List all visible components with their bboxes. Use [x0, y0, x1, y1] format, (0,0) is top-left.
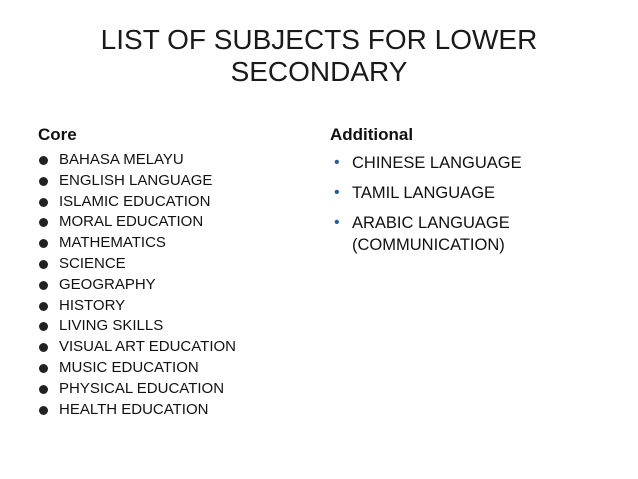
bullet-dot-icon [39, 385, 48, 394]
bullet-dot-icon [39, 406, 48, 415]
bullet-dot-icon [39, 239, 48, 248]
additional-subject-item [330, 182, 620, 204]
core-subject-item [38, 275, 308, 296]
core-subject-item [38, 337, 308, 358]
core-subject-label: HEALTH EDUCATION [59, 400, 209, 418]
bullet-dot-icon [39, 343, 48, 352]
bullet-dot-icon [39, 322, 48, 331]
core-subject-label: SCIENCE [59, 254, 126, 272]
slide-title-line-2: SECONDARY [230, 56, 408, 87]
core-subject-item [38, 379, 308, 400]
core-subject-label: MATHEMATICS [59, 234, 166, 252]
additional-subject-label-continued: (COMMUNICATION) [352, 236, 505, 254]
bullet-dot-icon [39, 198, 48, 207]
bullet-dot-icon [39, 177, 48, 186]
core-subject-label: LIVING SKILLS [59, 317, 164, 335]
core-subject-item [38, 212, 308, 233]
bullet-icon: • [334, 154, 340, 171]
bullet-dot-icon [39, 218, 48, 227]
core-subject-label: PHYSICAL EDUCATION [59, 379, 225, 397]
core-subject-item [38, 358, 308, 379]
additional-subject-label: CHINESE LANGUAGE [352, 154, 522, 172]
core-heading: Core [38, 125, 77, 144]
core-subject-label: VISUAL ART EDUCATION [59, 338, 236, 356]
core-subject-label: ISLAMIC EDUCATION [59, 192, 211, 210]
bullet-icon: • [334, 214, 340, 231]
core-subject-item [38, 233, 308, 254]
bullet-dot-icon [39, 156, 48, 165]
core-subject-label: HISTORY [59, 296, 126, 314]
core-subject-item [38, 192, 308, 213]
core-column [38, 124, 308, 420]
core-subject-list [38, 150, 308, 420]
bullet-icon: • [334, 184, 340, 201]
core-subject-item [38, 400, 308, 421]
additional-subject-label: ARABIC LANGUAGE [352, 214, 510, 232]
slide-title-line-1: LIST OF SUBJECTS FOR LOWER [100, 24, 538, 55]
additional-column [330, 124, 620, 264]
additional-subject-label: TAMIL LANGUAGE [352, 184, 496, 202]
additional-subject-item [330, 152, 620, 174]
core-subject-item [38, 296, 308, 317]
core-subject-item [38, 254, 308, 275]
core-subject-label: MORAL EDUCATION [59, 213, 204, 231]
core-subject-item [38, 150, 308, 171]
core-subject-label: MUSIC EDUCATION [59, 358, 199, 376]
bullet-dot-icon [39, 281, 48, 290]
bullet-dot-icon [39, 302, 48, 311]
core-subject-label: ENGLISH LANGUAGE [59, 171, 213, 189]
slide-title [60, 24, 578, 88]
core-subject-label: BAHASA MELAYU [59, 151, 184, 168]
additional-subject-item [330, 212, 620, 256]
core-subject-label: GEOGRAPHY [59, 275, 156, 293]
core-subject-item [38, 316, 308, 337]
bullet-dot-icon [39, 260, 48, 269]
core-subject-item [38, 171, 308, 192]
additional-heading: Additional [330, 125, 414, 144]
additional-subject-list [330, 152, 620, 256]
bullet-dot-icon [39, 364, 48, 373]
